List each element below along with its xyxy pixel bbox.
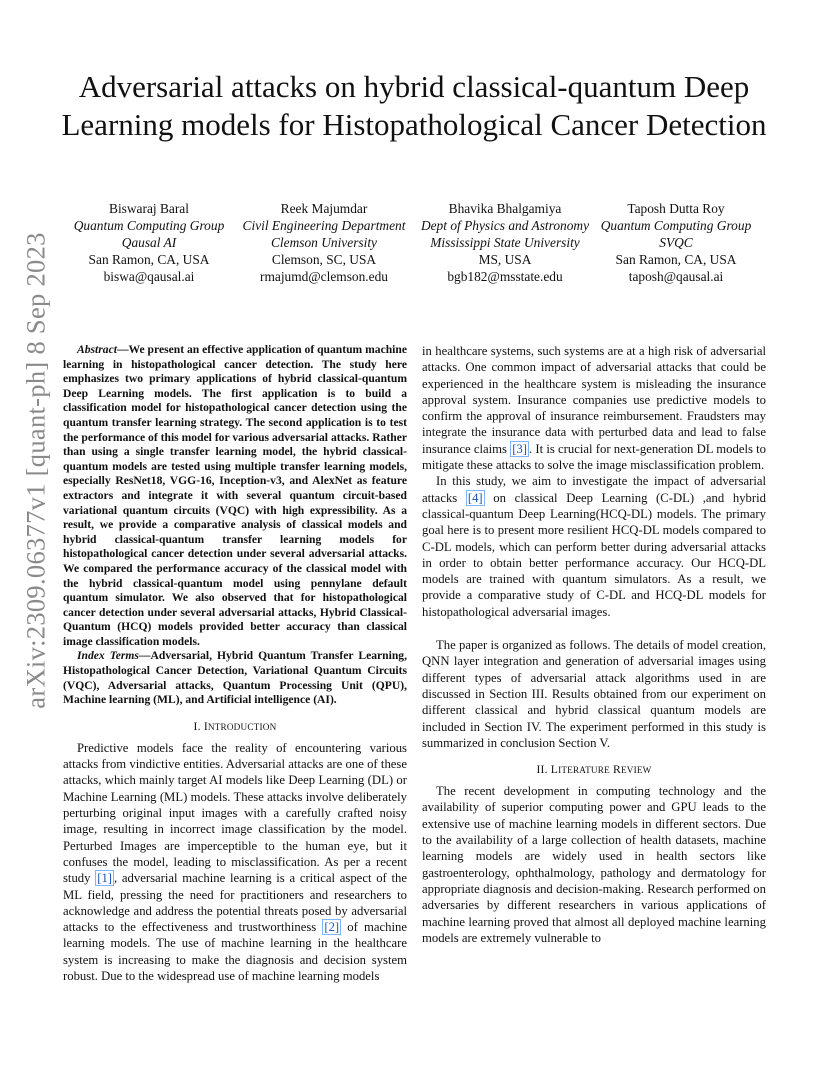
intro-text: of machine learning models. The use of machine learning in the healthcare system is increasing to make the diagnosis and decision system robust. Due to the widespread use of machine learning models — [63, 920, 408, 983]
citation-2[interactable]: [2] — [324, 920, 340, 935]
abstract-text: —We present an effective application of quantum machine learning in histopathological cancer detection. The study here emphasizes two primary applications of hybrid classical-quantum Deep Learning models. The first application is to build a classification model for histopathological cancer detection using the quantum transfer learning strategy. The second application is to test the performance of this model for various adversarial attacks. Rather than using a single transfer learning model, the hybrid classical-quantum models are tested using multiple transfer learning models, especially ResNet18, VGG-16, Inception-v3, and AlexNet as feature extractors and integrate it with several quantum circuit-based variational quantum circuits (VQC) with high expressibility. As a result, we provide a comparative analysis of classical models and hybrid classical-quantum transfer learning models for histopathological cancer detection under several adversarial attacks. We compared the performance accuracy of the classical model with the hybrid classical-quantum model using pennylane default quantum simulator. We also observed that for histopathological cancer detection under several adversarial attacks, Hybrid Classical-Quantum (HCQ) models provided better accuracy than classical image classification models. — [63, 343, 407, 648]
author-3 — [417, 200, 593, 285]
author-affiliation: Quantum Computing Group — [73, 218, 225, 233]
author-name: Reek Majumdar — [280, 201, 368, 216]
abstract — [63, 343, 407, 708]
author-4 — [588, 200, 764, 285]
intro-paragraph-2 — [422, 473, 766, 620]
author-email: bgb182@msstate.edu — [447, 269, 563, 284]
author-name: Bhavika Bhalgamiya — [448, 201, 562, 216]
index-terms-label: Index Terms — [77, 649, 139, 663]
author-affiliation: Civil Engineering Department — [242, 218, 406, 233]
intro-text: In this study, we aim to investigate the impact of adversarial attacks — [422, 474, 766, 505]
intro-text: in healthcare systems, such systems are at a high risk of adversarial attacks. One common impact of adversarial attacks that could be experienced in the healthcare system is misleading the insurance approval system. Insurance companies use predictive models to confirm the approval of insurance reimbursement. Fraudsters may integrate the insurance data with perturbed data and lead to false insurance claims — [422, 344, 766, 456]
intro-text: . It is crucial for next-generation DL models to mitigate these attacks to solve the image misclassification problem. — [422, 441, 767, 473]
author-location: MS, USA — [478, 252, 532, 267]
index-terms-text: —Adversarial, Hybrid Quantum Transfer Learning, Histopathological Cancer Detection, Variational Quantum Circuits (VQC), Adversarial attacks, Quantum Processing Unit (QPU), Machine learning (ML), and Artificial intelligence (AI). — [63, 649, 407, 707]
left-column — [63, 343, 407, 984]
intro-text: , adversarial machine learning is a critical aspect of the ML field, pressing the need for practitioners and researchers to acknowledge and address the potential threats posed by adversarial attacks to the effectiveness and trustworthiness — [63, 871, 407, 935]
paragraph-gap — [422, 620, 766, 637]
intro-paragraph-1 — [63, 740, 407, 984]
author-2 — [236, 200, 412, 285]
citation-1[interactable]: [1] — [97, 871, 113, 886]
author-name: Biswaraj Baral — [109, 201, 189, 216]
author-email: rmajumd@clemson.edu — [260, 269, 388, 284]
author-email: biswa@qausal.ai — [103, 269, 195, 284]
author-institution: SVQC — [659, 235, 693, 250]
author-affiliation: Dept of Physics and Astronomy — [420, 218, 590, 233]
author-1 — [61, 200, 237, 285]
abstract-label: Abstract — [77, 343, 117, 356]
author-affiliation: Quantum Computing Group — [600, 218, 752, 233]
intro-text: Predictive models face the reality of encountering various attacks from vindictive entities. Adversarial attacks are one of these attacks, which mainly target AI models like Deep Learning (DL) or Machine Learning (ML) models. These attacks involve deliberately perturbing original input images with a carefully crafted noisy image, resulting in incorrect image classification by the model. Perturbed Images are imperceptible to the human eye, but it confuses the model, leading to misclassification. As per a recent study — [63, 740, 407, 886]
citation-4[interactable]: [4] — [467, 490, 483, 505]
right-column — [422, 343, 766, 946]
section-heading-literature-review: II. LITERATURE REVIEW — [536, 763, 652, 777]
author-institution: Mississippi State University — [430, 235, 580, 250]
intro-paragraph-3: The paper is organized as follows. The details of model creation, QNN layer integration and generation of adversarial images using different types of adversarial attack algorithms used in are discussed in Section III. Results obtained from our experiment on different classical and hybrid classical quantum models are included in Section IV. The experiment performed in this study is summarized in conclusion Section V. — [422, 638, 766, 750]
author-location: Clemson, SC, USA — [271, 252, 377, 267]
citation-3[interactable]: [3] — [512, 441, 527, 456]
author-location: San Ramon, CA, USA — [615, 252, 737, 267]
intro-paragraph-1-continued — [422, 343, 766, 473]
author-name: Taposh Dutta Roy — [627, 201, 725, 216]
arxiv-id-text: arXiv:2309.06377v1 [quant-ph] 8 Sep 2023 — [20, 231, 51, 709]
paper-title: Adversarial attacks on hybrid classical-quantum Deep Learning models for Histopathological Cancer Detection — [61, 69, 767, 142]
author-email: taposh@qausal.ai — [628, 269, 724, 284]
intro-text: on classical Deep Learning (C-DL) ,and hybrid classical-quantum Deep Learning(HCQ-DL) models. The primary goal here is to present more resilient HCQ-DL models compared to C-DL models, which can perform better during adversarial attacks in order to obtain better performance accuracy. Our HCQ-DL models are trained with quantum simulators. As a result, we provide a comparative study of C-DL and HCQ-DL models for histopathological adversarial images. — [422, 490, 766, 619]
section-heading-introduction: I. INTRODUCTION — [193, 719, 277, 733]
literature-paragraph-1: The recent development in computing technology and the availability of superior computing power and GPU leads to the extensive use of machine learning models in different sectors. Due to the availability of a large collection of health datasets, machine learning models are widely used in health sectors like gastroenterology, ophthalmology, pathology and dermatology for appropriate diagnosis and decision-making. Research performed on adversaries by different researchers in various applications of machine learning proved that almost all deployed machine learning models are extremely vulnerable to — [422, 784, 766, 945]
author-block — [0, 200, 828, 292]
author-location: San Ramon, CA, USA — [88, 252, 210, 267]
author-institution: Clemson University — [271, 235, 377, 250]
author-institution: Qausal AI — [121, 235, 177, 250]
